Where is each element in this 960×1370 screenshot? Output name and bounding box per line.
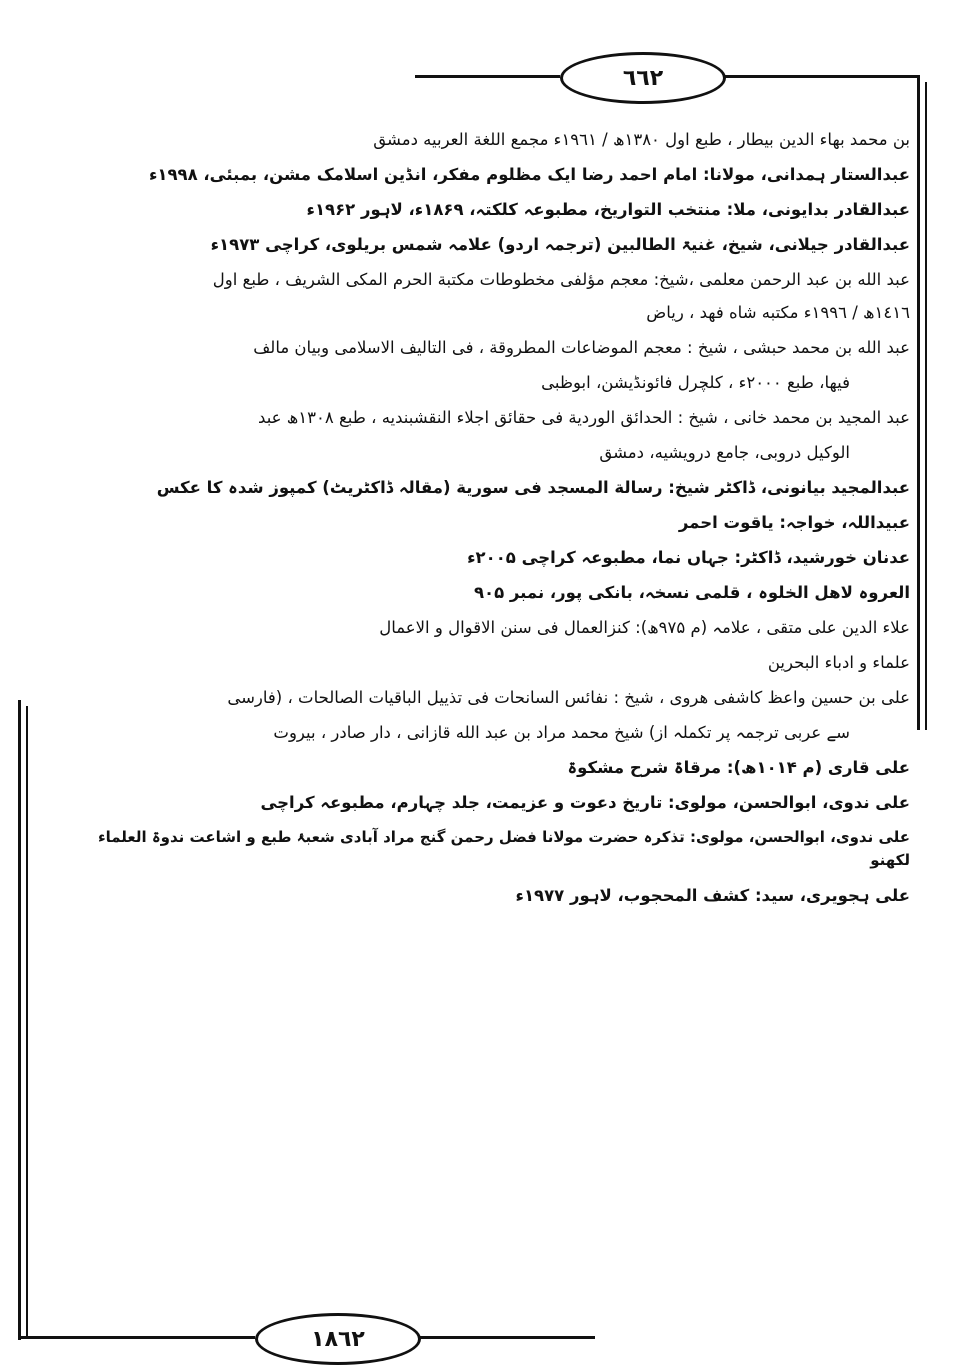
page-number-top: ٦٦٢ (560, 52, 726, 104)
entry-line: عبد الله بن عبد الرحمن معلمی ،شيخ: معجم مؤلفی مخطوطات مكتبة الحرم المكی الشريف ، طبع اول (212, 270, 910, 289)
frame-left-rule-inner (26, 706, 28, 1336)
bibliography-entry (90, 756, 910, 779)
frame-top-rule (415, 75, 560, 78)
entry-line: عبدالستار ہمدانی، مولانا: امام احمد رضا ایک مظلوم مفکر، انڈین اسلامک مشن، بمبئی، ۱۹۹۸ء (148, 165, 910, 184)
entry-line: الوكيل دروبی، جامع درويشيه، دمشق (599, 443, 850, 462)
bibliography-entry (90, 651, 910, 674)
entry-line: فيها، طبع ٢٠٠٠ء ، كلچرل فائونڈيشن، ابوظبی (541, 373, 850, 392)
entry-line: عدنان خورشید، ڈاکٹر: جہاں نما، مطبوعہ کراچی ۲۰۰۵ء (467, 548, 910, 567)
bibliography-entry (90, 128, 910, 151)
frame-bottom-rule (18, 1336, 255, 1339)
bibliography-entry (90, 511, 910, 534)
frame-right-rule (917, 75, 920, 730)
bibliography-entry (90, 233, 910, 256)
bibliography-entry (90, 581, 910, 604)
bibliography-entry (90, 198, 910, 221)
bibliography-entry (90, 791, 910, 814)
entry-line: علی ہجویری، سید: کشف المحجوب، لاہور ۱۹۷۷ء (515, 886, 910, 905)
frame-left-rule (18, 700, 21, 1340)
bibliography-entry (90, 163, 910, 186)
bibliography-entry (90, 546, 910, 569)
entry-line: علاء الدین علی متقی ، علامہ (م ۹۷۵ھ): كنزالعمال فی سنن الاقوال و الاعمال (379, 618, 910, 637)
entry-line: عبدالقادر جیلانی، شیخ، غنیۃ الطالبین (ترجمہ اردو) علامہ شمس بریلوی، کراچی ۱۹۷۳ء (210, 235, 910, 254)
entry-line: عبد الله بن محمد حبشی ، شيخ : معجم الموضاعات المطروقة ، فی التاليف الاسلامی وبيان مالف (253, 338, 910, 357)
entry-line: علی بن حسين واعظ كاشفی هروی ، شيخ : نفائس السانحات فی تذييل الباقيات الصالحات ، (فارسی (227, 688, 910, 707)
entry-line: علی قاری (م ۱۰۱۴ھ): مرقاۃ شرح مشکوۃ (567, 758, 910, 777)
bibliography-entry (90, 268, 910, 324)
bibliography-entry (90, 826, 910, 872)
bibliography-entry (90, 884, 910, 907)
bibliography-entry (90, 336, 910, 394)
entry-line: عبدالمجید بیانونی، ڈاکٹر شیخ: رسالة المسجد فی سورية (مقالہ ڈاکٹریٹ) کمپوز شدہ کا عکس (156, 478, 910, 497)
frame-right-rule-inner (925, 82, 927, 730)
entry-line: علماء و ادباء البحرين (767, 653, 910, 672)
page-number-bottom: ١٨٦٢ (255, 1313, 421, 1365)
bibliography-entry (90, 616, 910, 639)
frame-bottom-rule-right (415, 1336, 595, 1339)
entry-line: ١٤١٦ھ / ١٩٩٦ء مكتبه شاه فهد ، رياض (646, 303, 910, 322)
entry-line: العروہ لاھل الخلوہ ، قلمی نسخہ، بانکی پور، نمبر ۹۰۵ (473, 583, 910, 602)
entry-line: عبیداللہ، خواجہ: یاقوت احمر (678, 513, 910, 532)
bibliography-entry (90, 406, 910, 464)
entry-line: سے عربی ترجمہ پر تکملہ از) شيخ محمد مراد بن عبد الله قازانی ، دار صادر ، بيروت (273, 723, 850, 742)
entry-line: عبدالقادر بدایونی، ملا: منتخب التواریخ، مطبوعہ کلکتہ، ۱۸۶۹ء، لاہور ۱۹۶۲ء (306, 200, 910, 219)
bibliography-list (90, 128, 910, 1308)
entry-line: علی ندوی، ابوالحسن، مولوی: تذکرہ حضرت مولانا فضل رحمن گنج مراد آبادی شعبۂ طبع و اشاعت ندوۃ العلماء لکھنو (97, 828, 910, 869)
entry-line: علی ندوی، ابوالحسن، مولوی: تاریخ دعوت و عزیمت، جلد چہارم، مطبوعہ کراچی (260, 793, 910, 812)
frame-top-rule-right (720, 75, 920, 78)
entry-line: بن محمد بهاء الدين بيطار ، طبع اول ١٣٨٠ھ / ١٩٦١ء مجمع اللغة العربيه دمشق (373, 130, 910, 149)
bibliography-entry (90, 476, 910, 499)
entry-line: عبد المجيد بن محمد خانی ، شيخ : الحدائق الوردية فی حقائق اجلاء النقشبنديه ، طبع ١٣٠٨ھ عبد (258, 408, 910, 427)
bibliography-entry (90, 686, 910, 744)
